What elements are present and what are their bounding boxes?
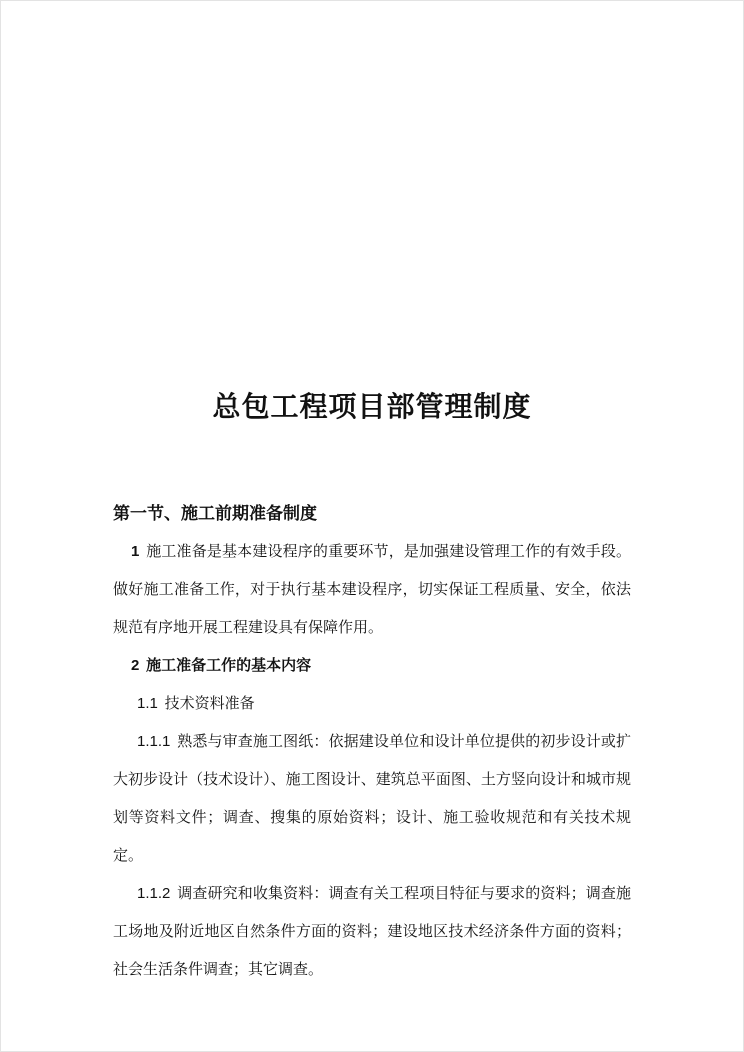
paragraph-text: 技术资料准备 xyxy=(164,695,255,713)
paragraph-drawings-review xyxy=(113,723,631,875)
document-title: 总包工程项目部管理制度 xyxy=(212,391,532,422)
subheading-technical-materials xyxy=(113,685,631,723)
paragraph-number: 1 xyxy=(131,543,140,561)
paragraph-number: 1.1.2 xyxy=(137,885,171,903)
section-heading: 第一节、施工前期准备制度 xyxy=(113,504,317,524)
paragraph-text: 熟悉与审查施工图纸：依据建设单位和设计单位提供的初步设计或扩大初步设计（技术设计）、施工图设计、建筑总平面图、土方竖向设计和城市规划等资料文件；调查、搜集的原始资料；设计、施工验收规范和有关技术规定。 xyxy=(113,733,631,865)
paragraph-intro xyxy=(113,533,631,647)
paragraph-number: 1.1 xyxy=(137,695,158,713)
subheading-basic-content xyxy=(113,647,631,685)
paragraph-text: 施工准备工作的基本内容 xyxy=(146,657,312,675)
paragraph-survey-research xyxy=(113,875,631,989)
paragraph-number: 2 xyxy=(131,657,140,675)
paragraph-text: 调查研究和收集资料：调查有关工程项目特征与要求的资料；调查施工场地及附近地区自然条件方面的资料；建设地区技术经济条件方面的资料；社会生活条件调查；其它调查。 xyxy=(113,885,631,979)
paragraph-text: 施工准备是基本建设程序的重要环节，是加强建设管理工作的有效手段。做好施工准备工作，对于执行基本建设程序，切实保证工程质量、安全，依法规范有序地开展工程建设具有保障作用。 xyxy=(113,543,631,637)
paragraph-number: 1.1.1 xyxy=(137,733,171,751)
